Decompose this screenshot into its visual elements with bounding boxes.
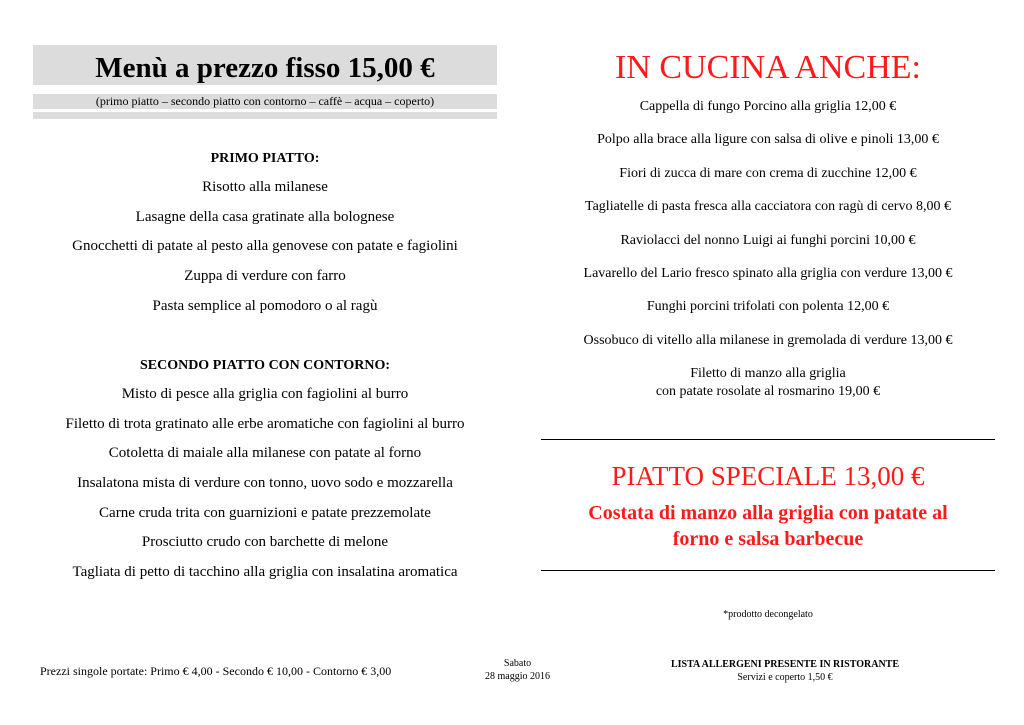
secondo-list	[33, 380, 497, 588]
list-item: Polpo alla brace alla ligure con salsa di olive e pinoli 13,00 €	[597, 132, 939, 148]
list-item: Insalatona mista di verdure con tonno, uovo sodo e mozzarella	[77, 475, 453, 492]
header-divider-band	[33, 112, 497, 119]
kitchen-last-item-line2: con patate rosolate al rosmarino 19,00 €	[655, 384, 881, 399]
list-item: Ossobuco di vitello alla milanese in gremolada di verdure 13,00 €	[583, 332, 953, 348]
fixed-menu-subtitle: (primo piatto – secondo piatto con contorno – caffè – acqua – coperto)	[33, 94, 497, 109]
list-item: Misto di pesce alla griglia con fagiolini al burro	[121, 386, 409, 402]
list-item: Cappella di fungo Porcino alla griglia 12,00 €	[639, 99, 897, 114]
list-item: Funghi porcini trifolati con polenta 12,00 €	[646, 299, 890, 315]
list-item: Zuppa di verdure con farro	[184, 268, 346, 285]
kitchen-last-item-line1: Filetto di manzo alla griglia	[690, 366, 846, 381]
single-course-prices: Prezzi singole portate: Primo € 4,00 - Secondo € 10,00 - Contorno € 3,00	[40, 664, 392, 678]
frozen-note: *prodotto decongelato	[723, 609, 813, 620]
menu-date	[470, 657, 565, 683]
allergen-notice	[640, 658, 930, 684]
list-item: Tagliata di petto di tacchino alla griglia con insalatina aromatica	[72, 564, 458, 581]
list-item: Filetto di trota gratinato alle erbe aromatiche con fagiolini al burro	[65, 415, 465, 432]
divider-rule	[541, 570, 995, 571]
menu-day: Sabato	[503, 658, 532, 669]
fixed-menu-title: Menù a prezzo fisso 15,00 €	[33, 45, 497, 85]
special-title: PIATTO SPECIALE 13,00 €	[611, 461, 925, 491]
special-description: Costata di manzo alla griglia con patate al forno e salsa barbecue	[588, 502, 948, 550]
kitchen-last-item	[541, 365, 995, 401]
service-charge: Servizi e coperto 1,50 €	[737, 672, 833, 683]
primo-heading: PRIMO PIATTO:	[210, 151, 320, 166]
secondo-heading: SECONDO PIATTO CON CONTORNO:	[139, 358, 391, 373]
list-item: Pasta semplice al pomodoro o al ragù	[152, 297, 378, 314]
kitchen-list	[541, 90, 995, 357]
list-item: Lavarello del Lario fresco spinato alla griglia con verdure 13,00 €	[583, 265, 953, 281]
list-item: Fiori di zucca di mare con crema di zucchine 12,00 €	[619, 165, 917, 181]
list-item: Risotto alla milanese	[202, 179, 328, 195]
allergen-list-note: LISTA ALLERGENI PRESENTE IN RISTORANTE	[670, 659, 900, 670]
list-item: Raviolacci del nonno Luigi ai funghi porcini 10,00 €	[620, 232, 916, 248]
menu-date-value: 28 maggio 2016	[485, 671, 550, 682]
divider-rule	[541, 439, 995, 440]
list-item: Gnocchetti di patate al pesto alla genovese con patate e fagiolini	[72, 238, 458, 255]
list-item: Cotoletta di maiale alla milanese con patate al forno	[108, 445, 422, 462]
list-item: Lasagne della casa gratinate alla bolognese	[135, 208, 395, 225]
kitchen-title: IN CUCINA ANCHE:	[614, 49, 922, 86]
list-item: Carne cruda trita con guarnizioni e patate prezzemolate	[99, 504, 431, 521]
list-item: Prosciutto crudo con barchette di melone	[141, 534, 389, 551]
list-item: Tagliatelle di pasta fresca alla cacciatora con ragù di cervo 8,00 €	[585, 199, 951, 215]
primo-list	[33, 173, 497, 321]
